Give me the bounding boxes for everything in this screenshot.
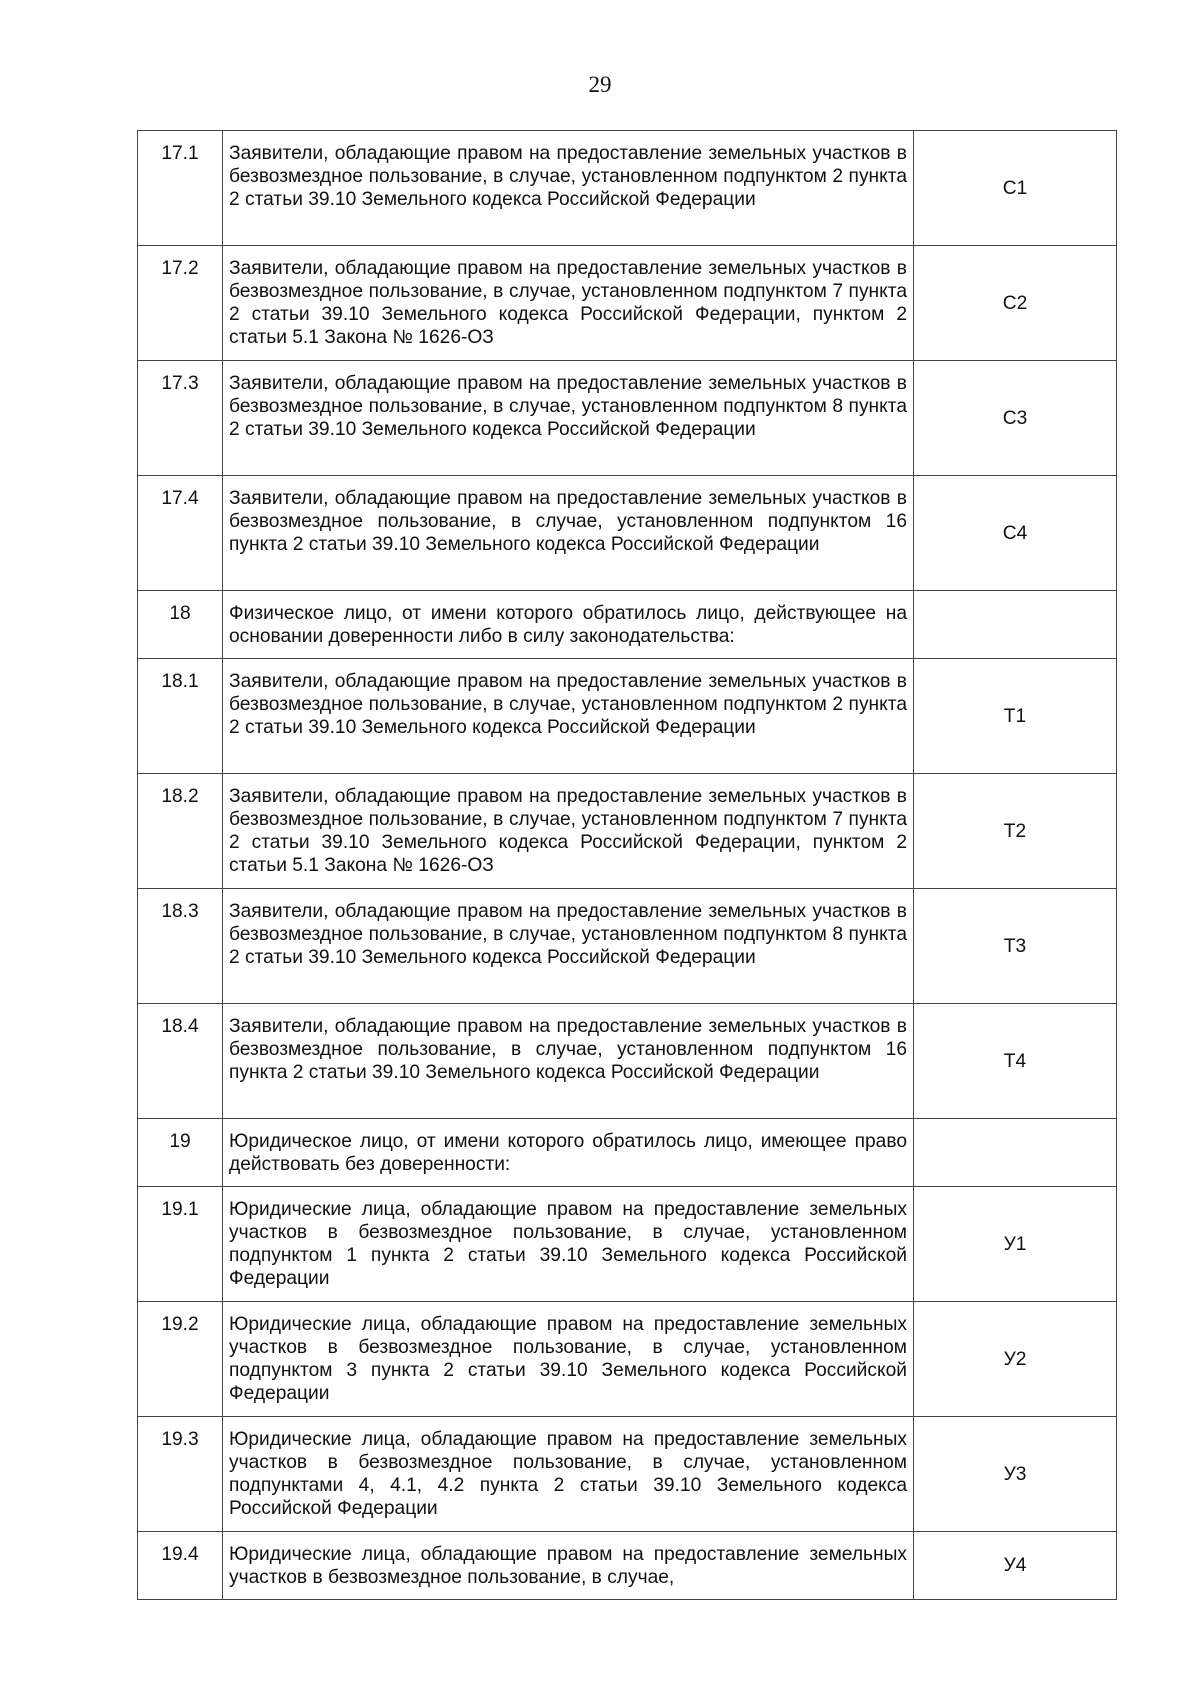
row-description: Заявители, обладающие правом на предоставление земельных участков в безвозмездное пользование, в случае, установленном подпунктом 7 пункта 2 статьи 39.10 Земельного кодекса Российской Федерации, пунктом 2 статьи 5.1 Закона № 1626-ОЗ (223, 774, 914, 889)
row-code: С2 (914, 246, 1117, 361)
row-description: Юридическое лицо, от имени которого обратилось лицо, имеющее право действовать без доверенности: (223, 1119, 914, 1187)
row-description: Заявители, обладающие правом на предоставление земельных участков в безвозмездное пользование, в случае, установленном подпунктом 7 пункта 2 статьи 39.10 Земельного кодекса Российской Федерации, пунктом 2 статьи 5.1 Закона № 1626-ОЗ (223, 246, 914, 361)
row-number: 18.3 (138, 889, 223, 1004)
table-row (138, 1302, 1117, 1417)
row-number: 19.4 (138, 1532, 223, 1600)
row-description: Заявители, обладающие правом на предоставление земельных участков в безвозмездное пользование, в случае, установленном подпунктом 2 пункта 2 статьи 39.10 Земельного кодекса Российской Федерации (223, 659, 914, 774)
row-description: Юридические лица, обладающие правом на предоставление земельных участков в безвозмездное пользование, в случае, установленном подпунктом 3 пункта 2 статьи 39.10 Земельного кодекса Российской Федерации (223, 1302, 914, 1417)
row-description: Заявители, обладающие правом на предоставление земельных участков в безвозмездное пользование, в случае, установленном подпунктом 8 пункта 2 статьи 39.10 Земельного кодекса Российской Федерации (223, 889, 914, 1004)
table-row (138, 246, 1117, 361)
row-code: Т1 (914, 659, 1117, 774)
page-number: 29 (588, 72, 612, 97)
row-description: Заявители, обладающие правом на предоставление земельных участков в безвозмездное пользование, в случае, установленном подпунктом 2 пункта 2 статьи 39.10 Земельного кодекса Российской Федерации (223, 131, 914, 246)
row-number: 18.4 (138, 1004, 223, 1119)
row-code: Т2 (914, 774, 1117, 889)
table-row (138, 131, 1117, 246)
row-code: Т3 (914, 889, 1117, 1004)
row-description: Заявители, обладающие правом на предоставление земельных участков в безвозмездное пользование, в случае, установленном подпунктом 8 пункта 2 статьи 39.10 Земельного кодекса Российской Федерации (223, 361, 914, 476)
row-code: У4 (914, 1532, 1117, 1600)
row-number: 18.2 (138, 774, 223, 889)
row-number: 17.1 (138, 131, 223, 246)
applicant-categories-table (137, 130, 1117, 1600)
row-description: Юридические лица, обладающие правом на предоставление земельных участков в безвозмездное пользование, в случае, установленном подпунктами 4, 4.1, 4.2 пункта 2 статьи 39.10 Земельного кодекса Российской Федерации (223, 1417, 914, 1532)
row-number: 19.3 (138, 1417, 223, 1532)
row-code: С4 (914, 476, 1117, 591)
row-number: 18.1 (138, 659, 223, 774)
table-section-row (138, 1119, 1117, 1187)
row-code: С1 (914, 131, 1117, 246)
row-code: У3 (914, 1417, 1117, 1532)
row-description: Заявители, обладающие правом на предоставление земельных участков в безвозмездное пользование, в случае, установленном подпунктом 16 пункта 2 статьи 39.10 Земельного кодекса Российской Федерации (223, 476, 914, 591)
row-number: 17.3 (138, 361, 223, 476)
table-row (138, 1532, 1117, 1600)
table-row (138, 774, 1117, 889)
table-row (138, 1004, 1117, 1119)
table-row (138, 1417, 1117, 1532)
row-code: С3 (914, 361, 1117, 476)
table-row (138, 476, 1117, 591)
table-section-row (138, 591, 1117, 659)
row-code: У2 (914, 1302, 1117, 1417)
row-description: Заявители, обладающие правом на предоставление земельных участков в безвозмездное пользование, в случае, установленном подпунктом 16 пункта 2 статьи 39.10 Земельного кодекса Российской Федерации (223, 1004, 914, 1119)
row-description: Юридические лица, обладающие правом на предоставление земельных участков в безвозмездное пользование, в случае, установленном подпунктом 1 пункта 2 статьи 39.10 Земельного кодекса Российской Федерации (223, 1187, 914, 1302)
row-code (914, 1119, 1117, 1187)
table-row (138, 1187, 1117, 1302)
row-code: Т4 (914, 1004, 1117, 1119)
row-number: 19.2 (138, 1302, 223, 1417)
row-description: Юридические лица, обладающие правом на предоставление земельных участков в безвозмездное пользование, в случае, (223, 1532, 914, 1600)
row-number: 17.2 (138, 246, 223, 361)
row-number: 19.1 (138, 1187, 223, 1302)
row-description: Физическое лицо, от имени которого обратилось лицо, действующее на основании доверенности либо в силу законодательства: (223, 591, 914, 659)
row-number: 19 (138, 1119, 223, 1187)
table-row (138, 361, 1117, 476)
row-number: 17.4 (138, 476, 223, 591)
table-row (138, 659, 1117, 774)
row-code (914, 591, 1117, 659)
table-row (138, 889, 1117, 1004)
row-code: У1 (914, 1187, 1117, 1302)
row-number: 18 (138, 591, 223, 659)
